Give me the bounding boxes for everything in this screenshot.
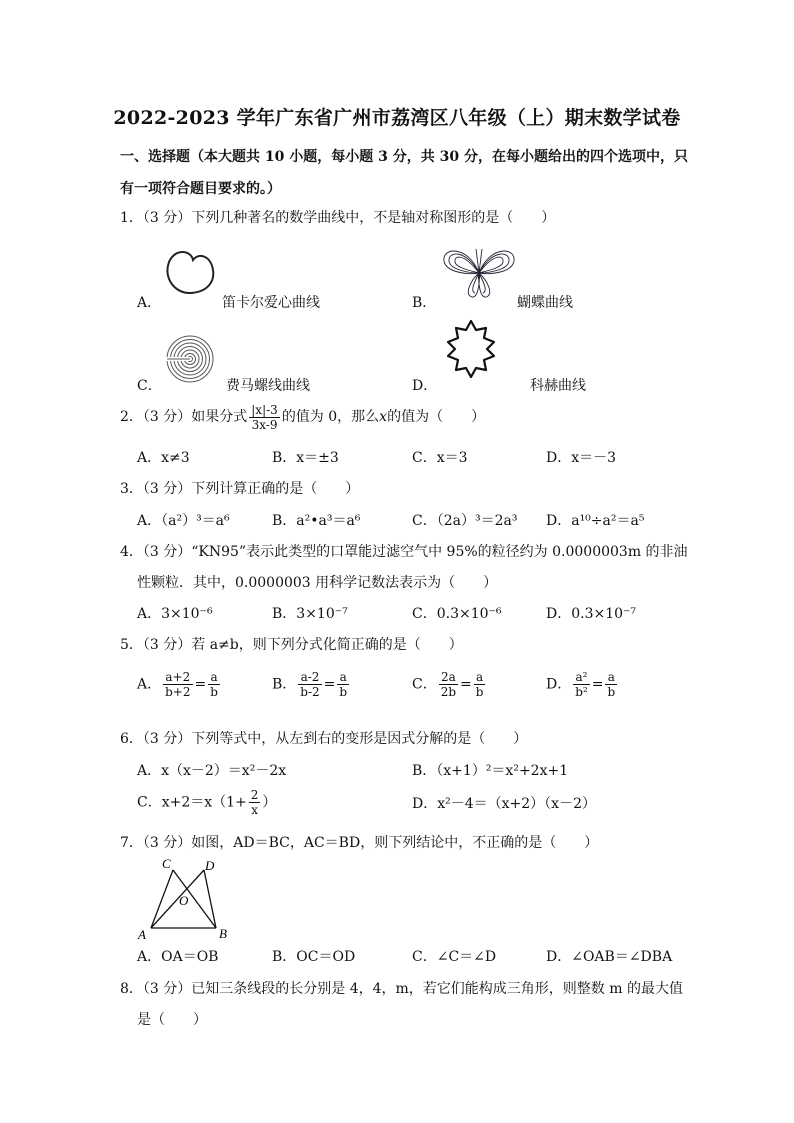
q2-option-c: C．x＝3	[412, 450, 468, 466]
q6-c-fraction	[249, 788, 261, 817]
q1-option-a-letter: A．	[137, 295, 162, 311]
q1-option-c-letter: C．	[137, 378, 162, 394]
cardioid-curve-figure	[165, 246, 217, 298]
q5-b-right-fraction	[337, 670, 349, 699]
q5-d-letter: D．	[546, 676, 572, 693]
q5-b-left-fraction	[298, 670, 321, 699]
q5-b-left-numerator: a-2	[298, 670, 321, 685]
q5-a-left-numerator: a+2	[163, 670, 192, 685]
q4-option-a: A．3×10⁻⁶	[137, 606, 213, 622]
q3-option-c: C．（2a）³＝2a³	[412, 513, 518, 529]
q5-c-right-denominator: b	[475, 685, 484, 699]
question-4-stem-line1: 4．（3 分）“KN95”表示此类型的口罩能过滤空气中 95%的粒径约为 0.0000003m 的非油	[120, 544, 688, 560]
section-heading-line2: 有一项符合题目要求的。）	[120, 181, 281, 197]
q2-option-d: D．x＝－3	[546, 450, 617, 466]
q2-fraction-denominator: 3x-9	[251, 417, 278, 432]
q4-option-c: C．0.3×10⁻⁶	[412, 606, 502, 622]
q3-option-a: A．（a²）³＝a⁶	[137, 513, 230, 529]
q5-d-right-denominator: b	[607, 685, 616, 699]
q2-option-b: B．x＝±3	[272, 450, 339, 466]
q3-option-d: D．a¹⁰÷a²＝a⁵	[546, 513, 645, 529]
q1-option-c-label: 费马螺线曲线	[226, 378, 310, 394]
q5-option-d	[546, 670, 619, 699]
q1-option-b-letter: B．	[412, 295, 437, 311]
diagram-label-b: B	[219, 926, 227, 941]
q5-d-equals: =	[591, 676, 604, 693]
q1-option-a-label: 笛卡尔爱心曲线	[222, 295, 320, 311]
q5-c-right-numerator: a	[474, 670, 486, 685]
quadrilateral-abcd-diagram	[130, 852, 240, 942]
q5-b-letter: B．	[272, 676, 297, 693]
q5-option-b	[272, 670, 351, 699]
q7-option-d: D．∠OAB＝∠DBA	[546, 949, 673, 965]
question-6-stem: 6．（3 分）下列等式中，从左到右的变形是因式分解的是（ ）	[120, 731, 528, 747]
q5-a-right-fraction	[208, 670, 220, 699]
q6-c-suffix: ）	[262, 794, 277, 811]
q5-a-left-fraction	[163, 670, 192, 699]
q6-c-numerator: 2	[250, 788, 259, 802]
q5-b-left-denominator: b-2	[300, 685, 320, 699]
q2-stem-prefix: 2．（3 分）如果分式	[120, 409, 248, 425]
q5-d-left-numerator: a²	[573, 670, 590, 685]
q5-a-right-numerator: a	[208, 670, 220, 685]
fermat-spiral-figure	[165, 334, 215, 384]
q2-stem-suffix: 的值为（ ）	[387, 409, 486, 425]
q3-option-b: B．a²•a³＝a⁶	[272, 513, 361, 529]
q5-a-right-denominator: b	[210, 685, 218, 699]
q7-option-b: B．OC＝OD	[272, 949, 356, 965]
q5-b-right-numerator: a	[337, 670, 349, 685]
q5-c-left-numerator: 2a	[439, 670, 458, 685]
diagram-label-c: C	[162, 856, 171, 871]
q4-option-d: D．0.3×10⁻⁷	[546, 606, 637, 622]
question-8-stem-line2: 是（ ）	[137, 1012, 207, 1028]
q5-option-c	[412, 670, 487, 699]
q5-d-right-numerator: a	[605, 670, 617, 685]
q5-a-equals: =	[194, 676, 207, 693]
q6-option-d: D．x²－4＝（x+2）（x－2）	[412, 796, 596, 812]
q1-option-b-label: 蝴蝶曲线	[517, 295, 573, 311]
q2-fraction-numerator: |x|-3	[251, 402, 278, 417]
q5-b-right-denominator: b	[339, 685, 348, 699]
q6-c-prefix: C．x+2＝x（1+	[137, 794, 247, 811]
question-2-stem	[120, 400, 485, 434]
question-8-stem-line1: 8．（3 分）已知三条线段的长分别是 4，4，m，若它们能构成三角形，则整数 m 的最大值	[120, 981, 683, 997]
q5-option-a	[137, 670, 222, 699]
q5-c-right-fraction	[474, 670, 486, 699]
q5-c-left-fraction	[439, 670, 458, 699]
q5-b-equals: =	[323, 676, 336, 693]
question-3-stem: 3．（3 分）下列计算正确的是（ ）	[120, 481, 360, 497]
q5-c-left-denominator: 2b	[440, 685, 457, 699]
section-heading-line1: 一、选择题（本大题共 10 小题，每小题 3 分，共 30 分，在每小题给出的四个选项中，只	[120, 149, 688, 165]
diagram-label-d: D	[205, 858, 215, 873]
q2-fraction	[249, 403, 280, 432]
q7-option-c: C．∠C＝∠D	[412, 949, 497, 965]
q4-option-b: B．3×10⁻⁷	[272, 606, 348, 622]
butterfly-curve-figure	[440, 243, 518, 299]
q5-d-left-fraction	[573, 670, 590, 699]
question-5-stem: 5．（3 分）若 a≠b，则下列分式化简正确的是（ ）	[120, 637, 463, 653]
q1-option-d-letter: D．	[412, 378, 438, 394]
q7-option-a: A．OA＝OB	[137, 949, 219, 965]
diagram-label-a: A	[138, 927, 146, 942]
q6-option-b: B．（x+1）²＝x²+2x+1	[412, 763, 569, 779]
q5-a-letter: A．	[137, 676, 162, 693]
q5-c-equals: =	[460, 676, 472, 693]
page-title: 2022-2023 学年广东省广州市荔湾区八年级（上）期末数学试卷	[113, 107, 681, 129]
q2-stem-middle: 的值为 0，那么	[281, 409, 380, 425]
q2-option-a: A．x≠3	[137, 450, 190, 466]
q6-option-c	[137, 788, 276, 817]
q6-option-a: A．x（x－2）＝x²－2x	[137, 763, 287, 779]
question-4-stem-line2: 性颗粒．其中，0.0000003 用科学记数法表示为（ ）	[137, 575, 498, 591]
q5-a-left-denominator: b+2	[165, 685, 191, 699]
q5-d-right-fraction	[605, 670, 617, 699]
q2-variable: x	[379, 409, 388, 425]
q6-c-denominator: x	[251, 803, 258, 817]
diagram-label-o: O	[179, 893, 189, 908]
question-7-stem: 7．（3 分）如图，AD＝BC，AC＝BD，则下列结论中，不正确的是（ ）	[120, 835, 599, 851]
koch-snowflake-figure	[440, 318, 502, 380]
q1-option-d-label: 科赫曲线	[530, 378, 586, 394]
q5-d-left-denominator: b²	[575, 685, 588, 699]
question-1-stem: 1．（3 分）下列几种著名的数学曲线中，不是轴对称图形的是（ ）	[120, 210, 556, 226]
q5-c-letter: C．	[412, 676, 437, 693]
